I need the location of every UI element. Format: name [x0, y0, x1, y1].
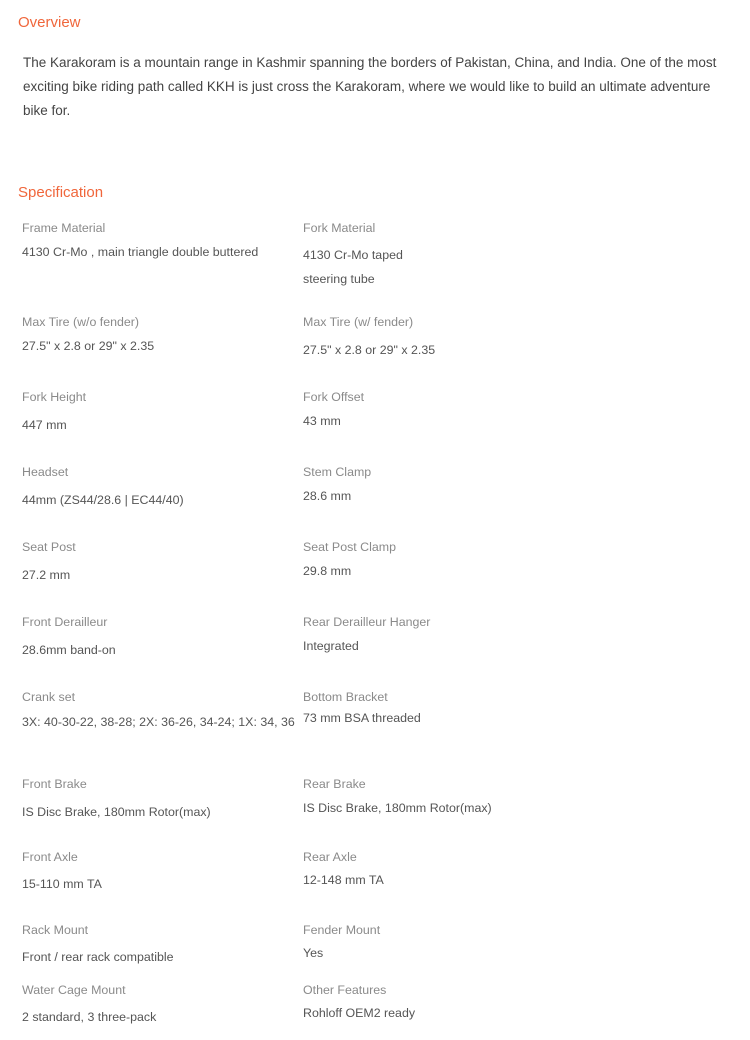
spec-value-frame-material: 4130 Cr-Mo , main triangle double buttered — [22, 245, 259, 259]
spec-value-stem-clamp: 28.6 mm — [303, 489, 352, 503]
spec-label-stem-clamp: Stem Clamp — [303, 465, 372, 479]
spec-label-fork-height: Fork Height — [22, 390, 87, 404]
spec-label-rear-derailleur-hanger: Rear Derailleur Hanger — [303, 615, 431, 629]
spec-label-other-features: Other Features — [303, 983, 387, 997]
spec-value-fork-material: 4130 Cr-Mo taped steering tube — [303, 248, 403, 286]
spec-value-fork-offset: 43 mm — [303, 414, 341, 428]
spec-value-max-tire-fender: 27.5" x 2.8 or 29" x 2.35 — [303, 343, 436, 357]
spec-value-bottom-bracket: 73 mm BSA threaded — [303, 711, 421, 725]
spec-label-fork-material: Fork Material — [303, 221, 376, 235]
spec-value-fork-height: 447 mm — [22, 418, 67, 432]
spec-value-headset: 44mm (ZS44/28.6 | EC44/40) — [22, 493, 184, 507]
spec-label-front-brake: Front Brake — [22, 777, 87, 791]
spec-value-front-brake: IS Disc Brake, 180mm Rotor(max) — [22, 805, 211, 819]
spec-label-fork-offset: Fork Offset — [303, 390, 365, 404]
spec-value-crank-set: 3X: 40-30-22, 38-28; 2X: 36-26, 34-24; 1X: 34, 36 — [22, 715, 295, 729]
spec-label-max-tire-no-fender: Max Tire (w/o fender) — [22, 315, 140, 329]
spec-label-rear-brake: Rear Brake — [303, 777, 366, 791]
spec-label-seat-post-clamp: Seat Post Clamp — [303, 540, 396, 554]
spec-label-rear-axle: Rear Axle — [303, 850, 357, 864]
spec-value-rear-axle: 12-148 mm TA — [303, 873, 384, 887]
spec-label-frame-material: Frame Material — [22, 221, 106, 235]
spec-value-rear-brake: IS Disc Brake, 180mm Rotor(max) — [303, 801, 492, 815]
spec-label-seat-post: Seat Post — [22, 540, 76, 554]
spec-value-rear-derailleur-hanger: Integrated — [303, 639, 359, 653]
spec-value-water-cage-mount: 2 standard, 3 three-pack — [22, 1010, 157, 1024]
spec-label-bottom-bracket: Bottom Bracket — [303, 690, 388, 704]
spec-label-crank-set: Crank set — [22, 690, 76, 704]
spec-label-front-derailleur: Front Derailleur — [22, 615, 108, 629]
spec-label-front-axle: Front Axle — [22, 850, 78, 864]
overview-heading: Overview — [18, 14, 81, 31]
spec-label-headset: Headset — [22, 465, 69, 479]
spec-value-rack-mount: Front / rear rack compatible — [22, 950, 174, 964]
spec-value-front-derailleur: 28.6mm band-on — [22, 643, 116, 657]
spec-label-fender-mount: Fender Mount — [303, 923, 381, 937]
specification-heading: Specification — [18, 184, 104, 201]
spec-value-seat-post-clamp: 29.8 mm — [303, 564, 352, 578]
spec-label-water-cage-mount: Water Cage Mount — [22, 983, 126, 997]
spec-label-max-tire-fender: Max Tire (w/ fender) — [303, 315, 414, 329]
spec-value-max-tire-no-fender: 27.5" x 2.8 or 29" x 2.35 — [22, 339, 155, 353]
overview-text: The Karakoram is a mountain range in Kashmir spanning the borders of Pakistan, China, and India. One of the most exciting bike riding path called KKH is just cross the Karakoram, where we would like to build an ultimate adventure bike for. — [23, 55, 717, 118]
spec-label-rack-mount: Rack Mount — [22, 923, 89, 937]
spec-value-other-features: Rohloff OEM2 ready — [303, 1006, 416, 1020]
spec-value-fender-mount: Yes — [303, 946, 324, 960]
spec-value-front-axle: 15-110 mm TA — [22, 877, 102, 891]
spec-value-seat-post: 27.2 mm — [22, 568, 71, 582]
